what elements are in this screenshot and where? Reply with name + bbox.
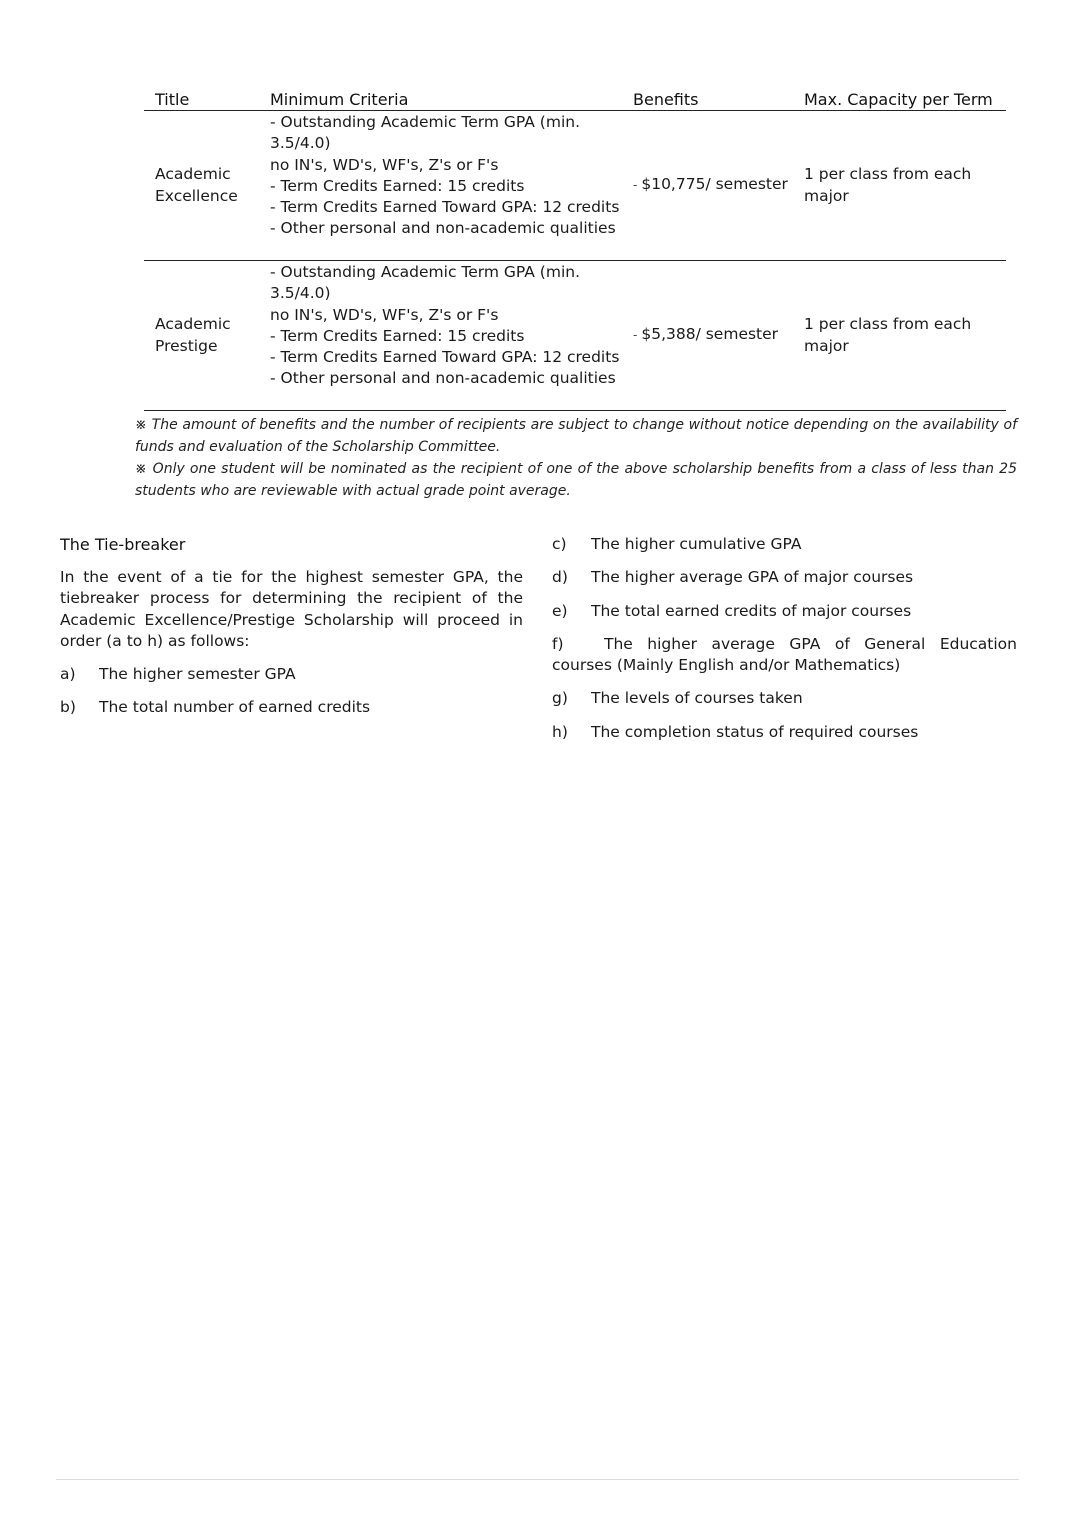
scholarship-title: Academic Excellence [155, 165, 238, 205]
list-text: The higher semester GPA [99, 665, 296, 684]
list-label: h) [552, 722, 568, 741]
dash-marker: - [633, 328, 638, 343]
intro-paragraph: In the event of a tie for the highest semester GPA, the tiebreaker process for determining the recipient of the Academic Excellence/Prestige Scholarship will proceed in order (a to h) as follows: [60, 568, 523, 650]
list-label: b) [60, 698, 76, 717]
list-text: The completion status of required courses [591, 722, 919, 741]
list-item [552, 722, 1017, 743]
scholarship-title: Academic Prestige [155, 315, 231, 355]
list-item [60, 697, 523, 718]
header-title: Title [155, 90, 190, 109]
note-benefits-subject-to-change: ※ The amount of benefits and the number of recipients are subject to change without notice depending on the availability of funds and evaluation of the Scholarship Committee. [135, 417, 1017, 455]
benefit-amount: - $5,388/ semester [633, 325, 779, 344]
list-label: f) [552, 634, 564, 653]
list-text: The higher average GPA of major courses [591, 568, 914, 587]
header-minimum-criteria: Minimum Criteria [270, 90, 409, 109]
right-column [552, 534, 1017, 755]
minimum-criteria: - Outstanding Academic Term GPA (min. 3.5/4.0) no IN's, WD's, WF's, Z's or F's - Term Credits Earned: 15 credits - Term Credits Earned Toward GPA: 12 credits - Other personal and non-academic qualities [270, 263, 620, 388]
header-max-capacity: Max. Capacity per Term [804, 90, 993, 109]
note-one-student-nominated: ※ Only one student will be nominated as the recipient of one of the above scholarship benefits from a class of less than 25 students who are reviewable with actual grade point average. [135, 461, 1017, 499]
benefit-amount: - $10,775/ semester [633, 175, 788, 194]
list-item [552, 634, 1017, 677]
list-item [60, 664, 523, 685]
list-item [552, 534, 1017, 555]
list-label: a) [60, 665, 76, 684]
section-heading: The Tie-breaker [60, 535, 186, 554]
table-row [144, 261, 1006, 411]
table-notes [135, 414, 1017, 502]
list-item [552, 601, 1017, 622]
list-text: The higher average GPA of General Education courses (Mainly English and/or Mathematics) [552, 634, 1017, 675]
list-label: e) [552, 601, 568, 620]
list-label: d) [552, 568, 568, 587]
list-text: The levels of courses taken [591, 689, 803, 708]
left-column [60, 534, 523, 731]
list-text: The total earned credits of major courses [591, 601, 912, 620]
dash-marker: - [633, 178, 638, 193]
max-capacity: 1 per class from each major [804, 315, 972, 355]
list-text: The total number of earned credits [99, 698, 371, 717]
table-row [144, 111, 1006, 261]
max-capacity: 1 per class from each major [804, 165, 972, 205]
footer-divider [56, 1479, 1019, 1480]
table-header-row [144, 88, 1006, 111]
minimum-criteria: - Outstanding Academic Term GPA (min. 3.5/4.0) no IN's, WD's, WF's, Z's or F's - Term Credits Earned: 15 credits - Term Credits Earned Toward GPA: 12 credits - Other personal and non-academic qualities [270, 113, 620, 238]
header-benefits: Benefits [633, 90, 699, 109]
list-item [552, 688, 1017, 709]
list-item [552, 567, 1017, 588]
scholarship-table [144, 88, 1006, 411]
list-label: g) [552, 689, 568, 708]
list-text: The higher cumulative GPA [591, 535, 802, 553]
list-label: c) [552, 535, 567, 553]
